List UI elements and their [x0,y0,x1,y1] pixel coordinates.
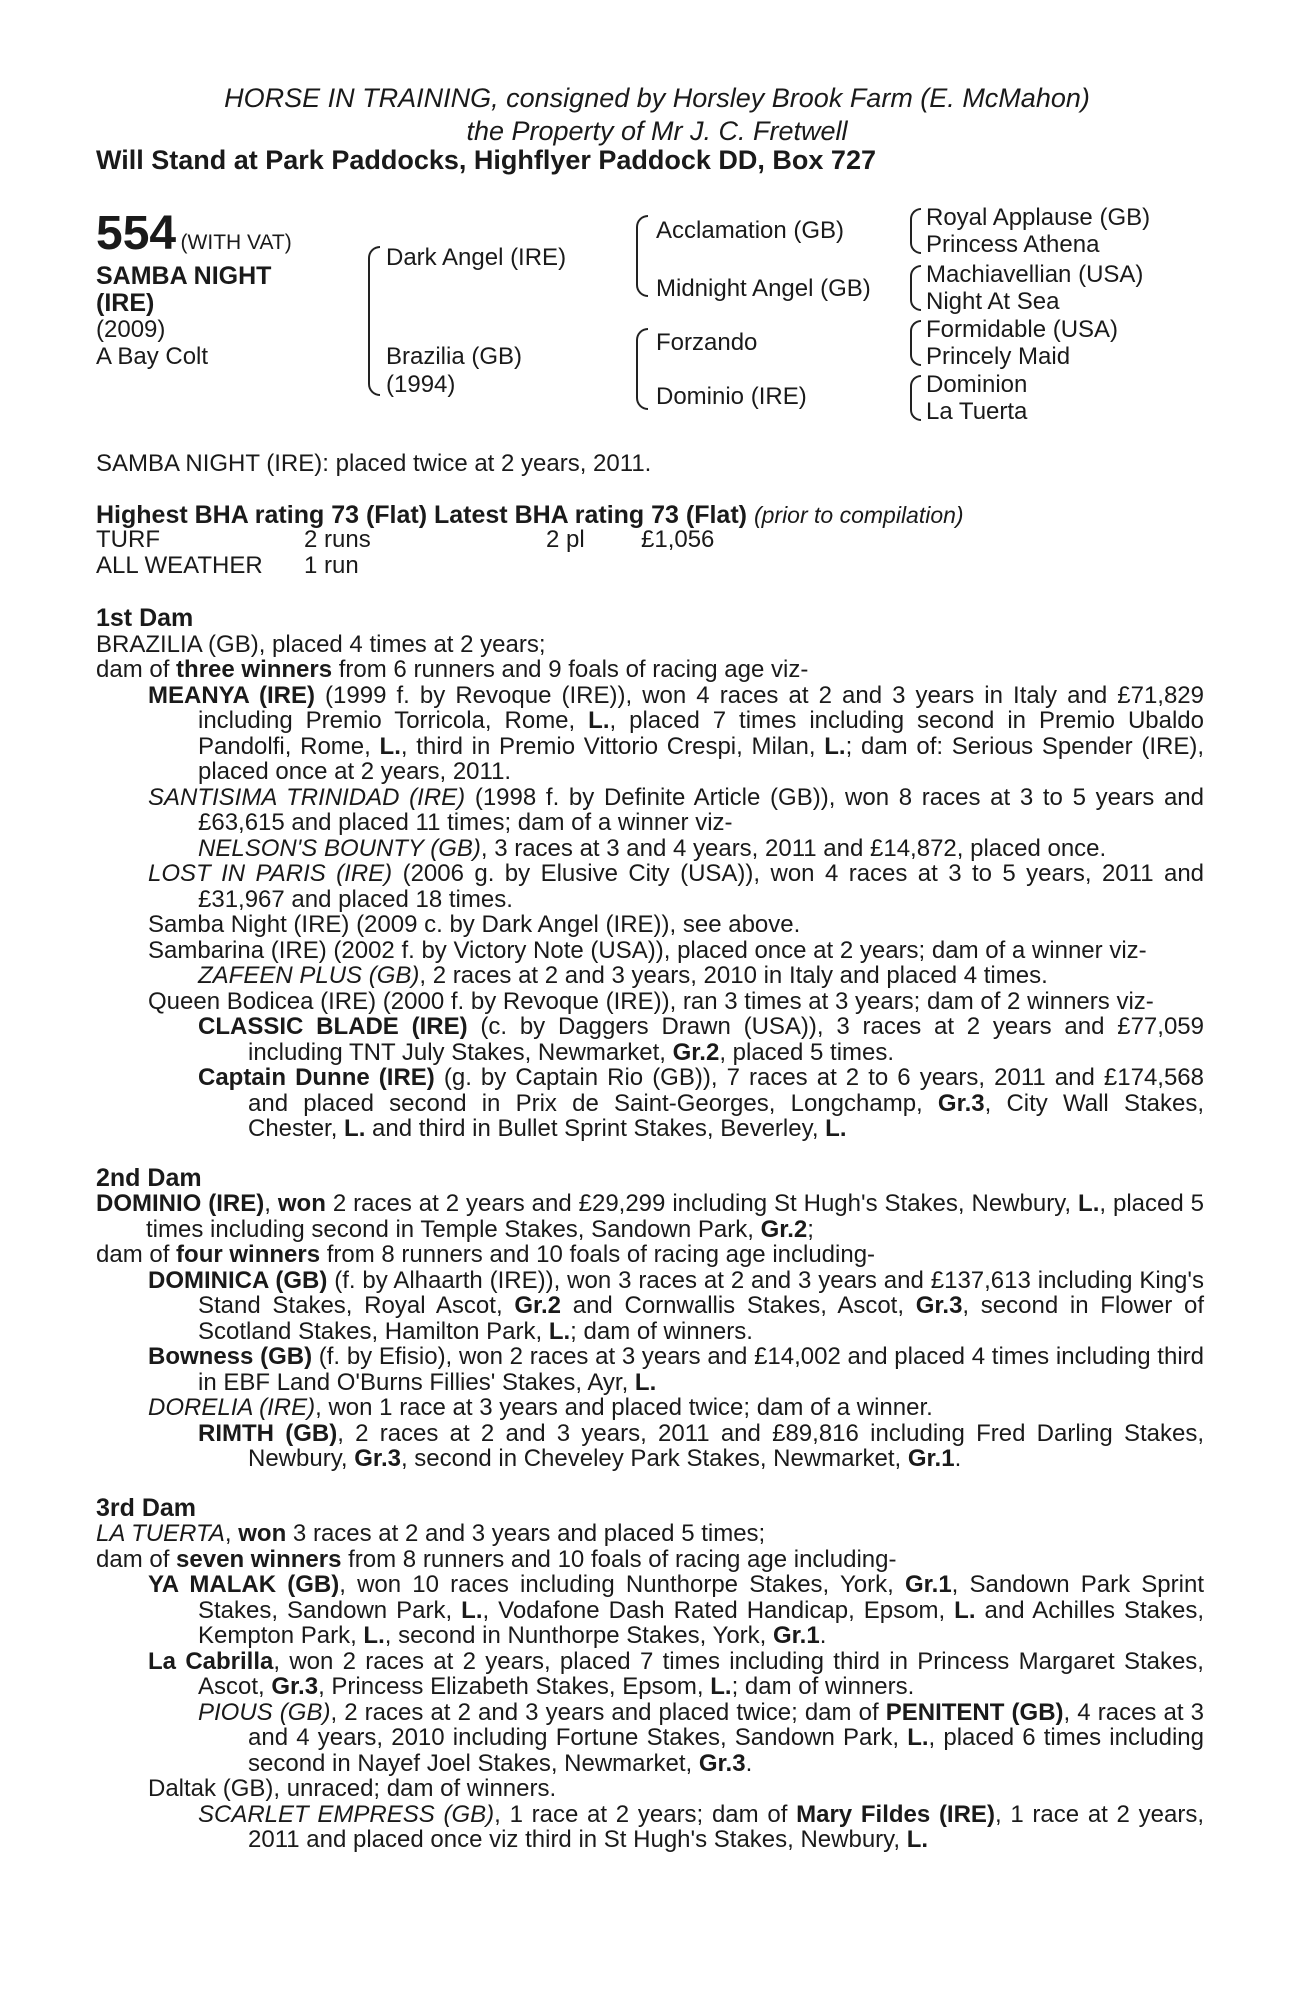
dam2-heading: 2nd Dam [96,1163,202,1192]
summary-line: SAMBA NIGHT (IRE): placed twice at 2 years, 2011. [96,450,652,477]
dam-line-brace [636,328,648,410]
meanya-entry: MEANYA (IRE) (1999 f. by Revoque (IRE)), won 4 races at 2 and 3 years in Italy and £71,829 including Premio Torricola, Rome, L., placed 7 times including second in Premio Ubaldo Pandolfi, Rome, L., third in Premio Vittorio Crespi, Milan, L.; dam of: Serious Spender (IRE), placed once at 2 years, 2011. [148,681,1205,785]
g-brace-4 [910,375,921,421]
gg-4: Night At Sea [926,288,1060,315]
dam-name: Brazilia (GB) [386,343,523,370]
g-brace-2 [910,265,921,311]
lot-number-block [96,206,292,261]
lot-number: 554 [96,207,177,260]
header-line-1: HORSE IN TRAINING, consigned by Horsley Brook Farm (E. McMahon) [224,83,1090,113]
bowness-entry: Bowness (GB) (f. by Efisio), won 2 races at 3 years and £14,002 and placed 4 times including third in EBF Land O'Burns Fillies' Stakes, Ayr, L. [148,1343,1204,1396]
gg-2: Princess Athena [926,231,1100,258]
dam3-intro: LA TUERTA, won 3 races at 2 and 3 years and placed 5 times; [96,1520,766,1547]
sire-line-brace [636,215,648,297]
queen-bodicea-entry: Queen Bodicea (IRE) (2000 f. by Revoque (IRE)), ran 3 times at 3 years; dam of 2 winners viz- [148,987,1154,1015]
sire-sire: Acclamation (GB) [656,217,845,244]
ya-malak-entry: YA MALAK (GB), won 10 races including Nunthorpe Stakes, York, Gr.1, Sandown Park Sprint Stakes, Sandown Park, L., Vodafone Dash Rated Handicap, Epsom, L. and Achilles Stakes, Kempton Park, L., second in Nunthorpe Stakes, York, Gr.1. [148,1571,1204,1649]
gg-5: Formidable (USA) [926,316,1119,343]
samba-night-entry: Samba Night (IRE) (2009 c. by Dark Angel (IRE)), see above. [148,911,801,938]
horse-description: A Bay Colt [96,343,209,370]
gg-8: La Tuerta [926,398,1028,425]
classic-blade-entry: CLASSIC BLADE (IRE) (c. by Daggers Drawn (USA)), 3 races at 2 years and £77,059 including TNT July Stakes, Newmarket, Gr.2, placed 5 times. [198,1013,1204,1066]
horse-name-2: (IRE) [96,289,155,317]
dam-year: (1994) [386,371,456,398]
dam3-heading: 3rd Dam [96,1493,197,1522]
daltak-entry: Daltak (GB), unraced; dam of winners. [148,1775,557,1802]
sire-brace [368,246,380,396]
captain-dunne-entry: Captain Dunne (IRE) (g. by Captain Rio (GB)), 7 races at 2 to 6 years, 2011 and £174,568 and placed second in Prix de Saint-Georges, Longchamp, Gr.3, City Wall Stakes, Chester, L. and third in Bullet Sprint Stakes, Beverley, L. [198,1064,1204,1142]
dorelia-entry: DORELIA (IRE), won 1 race at 3 years and placed twice; dam of a winner. [148,1394,933,1421]
dam2-produce: dam of four winners from 8 runners and 10 foals of racing age including- [96,1241,876,1268]
dam3-produce: dam of seven winners from 8 runners and 10 foals of racing age including- [96,1545,897,1573]
dam-sections [96,584,1204,1853]
lost-in-paris-entry: LOST IN PARIS (IRE) (2006 g. by Elusive City (USA)), won 4 races at 3 to 5 years, 2011 and £31,967 and placed 18 times. [148,860,1205,913]
pious-entry: PIOUS (GB), 2 races at 2 and 3 years and placed twice; dam of PENITENT (GB), 4 races at 3 and 4 years, 2010 including Fortune Stakes, Sandown Park, L., placed 6 times including second in Nayef Joel Stakes, Newmarket, Gr.3. [198,1698,1205,1777]
dam1-heading: 1st Dam [96,604,194,632]
zafeen-entry: ZAFEEN PLUS (GB), 2 races at 2 and 3 years, 2010 in Italy and placed 4 times. [198,962,1048,989]
gg-6: Princely Maid [926,343,1071,370]
dam-dam: Dominio (IRE) [656,383,807,410]
dam-sire: Forzando [656,329,758,356]
dam2-intro: DOMINIO (IRE), won 2 races at 2 years and £29,299 including St Hugh's Stakes, Newbury, L., placed 5 times including second in Temple Stakes, Sandown Park, Gr.2; [96,1190,1205,1243]
header-line-3: Will Stand at Park Paddocks, Highflyer Paddock DD, Box 727 [96,145,876,175]
vat-label: (WITH VAT) [180,231,292,254]
rating-line: Highest BHA rating 73 (Flat) Latest BHA rating 73 (Flat) (prior to compilation) [96,501,964,529]
all-weather-row: ALL WEATHER 1 run [96,552,359,579]
g-brace-1 [910,208,921,254]
santisima-entry: SANTISIMA TRINIDAD (IRE) (1998 f. by Definite Article (GB)), won 8 races at 3 to 5 years and £63,615 and placed 11 times; dam of a winner viz- [148,783,1205,836]
horse-name-1: SAMBA NIGHT [96,262,272,290]
rimth-entry: RIMTH (GB), 2 races at 2 and 3 years, 2011 and £89,816 including Fred Darling Stakes, Newbury, Gr.3, second in Cheveley Park Stakes, Newmarket, Gr.1. [198,1419,1204,1472]
nelson-entry: NELSON'S BOUNTY (GB), 3 races at 3 and 4 years, 2011 and £14,872, placed once. [198,834,1107,862]
header-line-2: the Property of Mr J. C. Fretwell [466,116,848,146]
sire-name: Dark Angel (IRE) [386,244,567,271]
dominica-entry: DOMINICA (GB) (f. by Alhaarth (IRE)), won 3 races at 2 and 3 years and £137,613 including King's Stand Stakes, Royal Ascot, Gr.2 and Cornwallis Stakes, Ascot, Gr.3, second in Flower of Scotland Stakes, Hamilton Park, L.; dam of winners. [148,1266,1205,1345]
horse-year: (2009) [96,316,166,343]
gg-7: Dominion [926,371,1028,398]
dam1-intro: BRAZILIA (GB), placed 4 times at 2 years; [96,630,546,658]
gg-3: Machiavellian (USA) [926,261,1144,288]
sambarina-entry: Sambarina (IRE) (2002 f. by Victory Note (USA)), placed once at 2 years; dam of a winner viz- [148,936,1147,964]
g-brace-3 [910,320,921,366]
gg-1: Royal Applause (GB) [926,204,1151,231]
scarlet-empress-entry: SCARLET EMPRESS (GB), 1 race at 2 years; dam of Mary Fildes (IRE), 1 race at 2 years, 2011 and placed once viz third in St Hugh's Stakes, Newbury, L. [198,1800,1204,1853]
la-cabrilla-entry: La Cabrilla, won 2 races at 2 years, placed 7 times including third in Princess Margaret Stakes, Ascot, Gr.3, Princess Elizabeth Stakes, Epsom, L.; dam of winners. [148,1647,1204,1700]
sire-dam: Midnight Angel (GB) [656,275,871,302]
dam1-produce: dam of three winners from 6 runners and 9 foals of racing age viz- [96,656,809,683]
turf-row: TURF 2 runs 2 pl £1,056 [96,526,715,553]
